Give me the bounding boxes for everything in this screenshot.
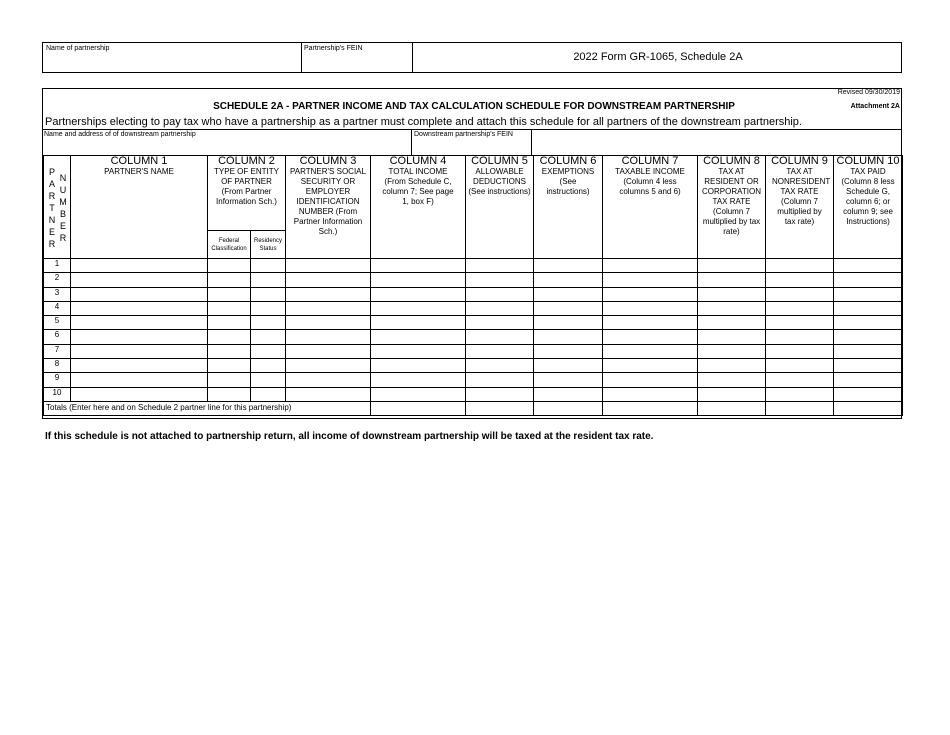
entry-cell[interactable] bbox=[286, 359, 371, 373]
entry-cell[interactable] bbox=[766, 344, 834, 358]
entry-cell[interactable] bbox=[466, 373, 534, 387]
col7-header bbox=[603, 156, 698, 259]
entry-cell[interactable] bbox=[534, 373, 603, 387]
entry-cell[interactable] bbox=[698, 330, 766, 344]
col9-desc: TAX AT NONRESIDENT TAX RATE (Column 7 multiplied by tax rate) bbox=[772, 167, 831, 226]
entry-cell[interactable] bbox=[603, 301, 698, 315]
entry-cell[interactable] bbox=[766, 273, 834, 287]
partner-table bbox=[43, 155, 903, 416]
table-row bbox=[44, 344, 903, 358]
col10-title: COLUMN 10 bbox=[836, 155, 900, 167]
letter: N bbox=[48, 215, 56, 225]
letter: R bbox=[59, 233, 67, 243]
letter: P bbox=[48, 167, 55, 177]
entry-cell[interactable] bbox=[534, 287, 603, 301]
letter: T bbox=[49, 203, 55, 213]
entry-cell[interactable] bbox=[698, 387, 766, 401]
entry-cell[interactable] bbox=[603, 359, 698, 373]
col8-desc: TAX AT RESIDENT OR CORPORATION TAX RATE (Column 7 multiplied by tax rate) bbox=[702, 167, 761, 236]
col9-header bbox=[766, 156, 834, 259]
entry-cell[interactable] bbox=[698, 259, 766, 273]
entry-cell[interactable] bbox=[208, 301, 251, 315]
entry-cell[interactable] bbox=[371, 344, 466, 358]
entry-cell[interactable] bbox=[71, 287, 208, 301]
entry-cell[interactable] bbox=[766, 387, 834, 401]
entry-cell[interactable] bbox=[371, 273, 466, 287]
entry-cell[interactable] bbox=[286, 330, 371, 344]
entry-cell[interactable] bbox=[208, 287, 251, 301]
totals-cell[interactable] bbox=[698, 401, 766, 415]
entry-cell[interactable] bbox=[834, 316, 903, 330]
entry-cell[interactable] bbox=[534, 259, 603, 273]
entry-cell[interactable] bbox=[534, 301, 603, 315]
letter: U bbox=[59, 185, 67, 195]
col5-header bbox=[466, 156, 534, 259]
table-row bbox=[44, 316, 903, 330]
row-number: 7 bbox=[44, 344, 71, 358]
entry-cell[interactable] bbox=[834, 359, 903, 373]
entry-cell[interactable] bbox=[766, 359, 834, 373]
entry-cell[interactable] bbox=[251, 273, 286, 287]
schedule-instruction: Partnerships electing to pay tax who have a partnership as a partner must complete and attach this schedule for all partners of the downstream partnership. bbox=[45, 116, 802, 128]
entry-cell[interactable] bbox=[466, 359, 534, 373]
attachment-label: Attachment 2A bbox=[850, 103, 900, 110]
entry-cell[interactable] bbox=[603, 330, 698, 344]
row-number: 8 bbox=[44, 359, 71, 373]
entry-cell[interactable] bbox=[698, 316, 766, 330]
entry-cell[interactable] bbox=[834, 273, 903, 287]
footer-note: If this schedule is not attached to partnership return, all income of downstream partnership will be taxed at the resident tax rate. bbox=[45, 431, 654, 442]
entry-cell[interactable] bbox=[71, 373, 208, 387]
entry-cell[interactable] bbox=[251, 359, 286, 373]
entry-cell[interactable] bbox=[371, 330, 466, 344]
entry-cell[interactable] bbox=[466, 287, 534, 301]
letter: E bbox=[48, 227, 55, 237]
entry-cell[interactable] bbox=[466, 387, 534, 401]
table-row bbox=[44, 287, 903, 301]
entry-cell[interactable] bbox=[603, 344, 698, 358]
partnership-fein-cell[interactable] bbox=[302, 43, 413, 72]
entry-cell[interactable] bbox=[534, 387, 603, 401]
entry-cell[interactable] bbox=[251, 316, 286, 330]
partnership-fein-label: Partnership's FEIN bbox=[304, 45, 363, 52]
letter: M bbox=[59, 197, 67, 207]
form-title: 2022 Form GR-1065, Schedule 2A bbox=[573, 51, 743, 63]
entry-cell[interactable] bbox=[466, 344, 534, 358]
partner-letters bbox=[47, 166, 57, 250]
col4-header bbox=[371, 156, 466, 259]
number-letters bbox=[58, 172, 68, 244]
col4-desc: TOTAL INCOME (From Schedule C, column 7; See page 1, box F) bbox=[382, 167, 454, 206]
entry-cell[interactable] bbox=[834, 387, 903, 401]
col2-header bbox=[208, 156, 286, 231]
entry-cell[interactable] bbox=[834, 330, 903, 344]
entry-cell[interactable] bbox=[766, 301, 834, 315]
entry-cell[interactable] bbox=[834, 259, 903, 273]
totals-cell[interactable] bbox=[834, 401, 903, 415]
entry-cell[interactable] bbox=[286, 287, 371, 301]
entry-cell[interactable] bbox=[766, 259, 834, 273]
col3-header bbox=[286, 156, 371, 259]
downstream-name-label: Name and address of of downstream partnership bbox=[44, 131, 196, 138]
entry-cell[interactable] bbox=[466, 273, 534, 287]
entry-cell[interactable] bbox=[534, 359, 603, 373]
letter: R bbox=[48, 239, 56, 249]
entry-cell[interactable] bbox=[71, 273, 208, 287]
col4-title: COLUMN 4 bbox=[389, 155, 447, 167]
federal-classification-label: Federal Classification bbox=[211, 238, 247, 252]
entry-cell[interactable] bbox=[766, 330, 834, 344]
letter: A bbox=[48, 179, 55, 189]
col10-desc: TAX PAID (Column 8 less Schedule G, column 6; or column 9; see Instructions) bbox=[841, 167, 895, 226]
entry-cell[interactable] bbox=[371, 287, 466, 301]
entry-cell[interactable] bbox=[286, 387, 371, 401]
entry-cell[interactable] bbox=[371, 387, 466, 401]
entry-cell[interactable] bbox=[466, 330, 534, 344]
col2-desc: TYPE OF ENTITY OF PARTNER (From Partner Information Sch.) bbox=[214, 167, 279, 206]
row-number: 5 bbox=[44, 316, 71, 330]
table-row bbox=[44, 359, 903, 373]
entry-cell[interactable] bbox=[534, 273, 603, 287]
entry-cell[interactable] bbox=[698, 273, 766, 287]
entry-cell[interactable] bbox=[534, 344, 603, 358]
totals-cell[interactable] bbox=[534, 401, 603, 415]
entry-cell[interactable] bbox=[371, 301, 466, 315]
table-row bbox=[44, 259, 903, 273]
row-number: 4 bbox=[44, 301, 71, 315]
downstream-fein-cell[interactable] bbox=[412, 130, 532, 155]
entry-cell[interactable] bbox=[71, 330, 208, 344]
entry-cell[interactable] bbox=[251, 287, 286, 301]
col6-desc: EXEMPTIONS (See instructions) bbox=[541, 167, 595, 196]
col2-sub-federal bbox=[208, 231, 251, 259]
entry-cell[interactable] bbox=[371, 359, 466, 373]
entry-cell[interactable] bbox=[698, 301, 766, 315]
col3-desc: PARTNER'S SOCIAL SECURITY OR EMPLOYER IDENTIFICATION NUMBER (From Partner Information Sch.) bbox=[290, 167, 366, 236]
schedule-title: SCHEDULE 2A - PARTNER INCOME AND TAX CALCULATION SCHEDULE FOR DOWNSTREAM PARTNERSHIP bbox=[213, 101, 735, 112]
col3-title: COLUMN 3 bbox=[299, 155, 357, 167]
entry-cell[interactable] bbox=[71, 387, 208, 401]
entry-cell[interactable] bbox=[251, 387, 286, 401]
downstream-name-cell[interactable] bbox=[43, 130, 412, 155]
row-number: 6 bbox=[44, 330, 71, 344]
entry-cell[interactable] bbox=[466, 259, 534, 273]
entry-cell[interactable] bbox=[371, 316, 466, 330]
row-number: 10 bbox=[44, 387, 71, 401]
letter: B bbox=[59, 209, 66, 219]
entry-cell[interactable] bbox=[466, 301, 534, 315]
col6-header bbox=[534, 156, 603, 259]
name-of-partnership-cell[interactable] bbox=[43, 43, 302, 72]
totals-cell[interactable] bbox=[603, 401, 698, 415]
row-number: 3 bbox=[44, 287, 71, 301]
entry-cell[interactable] bbox=[534, 330, 603, 344]
table-row bbox=[44, 373, 903, 387]
letter: R bbox=[48, 191, 56, 201]
entry-cell[interactable] bbox=[603, 287, 698, 301]
totals-cell[interactable] bbox=[466, 401, 534, 415]
residency-status-label: Residency Status bbox=[253, 238, 282, 252]
entry-cell[interactable] bbox=[286, 301, 371, 315]
entry-cell[interactable] bbox=[534, 316, 603, 330]
entry-cell[interactable] bbox=[208, 259, 251, 273]
totals-text: Totals (Enter here and on Schedule 2 partner line for this partnership) bbox=[46, 403, 292, 413]
entry-cell[interactable] bbox=[834, 373, 903, 387]
totals-cell[interactable] bbox=[766, 401, 834, 415]
table-row bbox=[44, 273, 903, 287]
col7-desc: TAXABLE INCOME (Column 4 less columns 5 and 6) bbox=[615, 167, 685, 196]
letter: E bbox=[59, 221, 66, 231]
entry-cell[interactable] bbox=[251, 301, 286, 315]
entry-cell[interactable] bbox=[603, 373, 698, 387]
entry-cell[interactable] bbox=[71, 301, 208, 315]
entry-cell[interactable] bbox=[603, 259, 698, 273]
entry-cell[interactable] bbox=[603, 387, 698, 401]
col10-header bbox=[834, 156, 903, 259]
entry-cell[interactable] bbox=[208, 359, 251, 373]
partner-number-header bbox=[44, 156, 71, 259]
entry-cell[interactable] bbox=[834, 287, 903, 301]
col1-desc: PARTNER'S NAME bbox=[104, 167, 174, 176]
entry-cell[interactable] bbox=[208, 330, 251, 344]
entry-cell[interactable] bbox=[251, 259, 286, 273]
entry-cell[interactable] bbox=[71, 359, 208, 373]
entry-cell[interactable] bbox=[286, 273, 371, 287]
entry-cell[interactable] bbox=[286, 373, 371, 387]
row-number: 1 bbox=[44, 259, 71, 273]
entry-cell[interactable] bbox=[698, 287, 766, 301]
entry-cell[interactable] bbox=[698, 359, 766, 373]
row-number: 2 bbox=[44, 273, 71, 287]
letter: N bbox=[59, 173, 67, 183]
totals-cell[interactable] bbox=[371, 401, 466, 415]
entry-cell[interactable] bbox=[208, 273, 251, 287]
entry-cell[interactable] bbox=[251, 330, 286, 344]
entry-cell[interactable] bbox=[208, 387, 251, 401]
entry-cell[interactable] bbox=[371, 373, 466, 387]
col2-title: COLUMN 2 bbox=[218, 155, 275, 167]
entry-cell[interactable] bbox=[766, 373, 834, 387]
entry-cell[interactable] bbox=[286, 316, 371, 330]
name-of-partnership-label: Name of partnership bbox=[46, 45, 110, 52]
col1-header bbox=[71, 156, 208, 259]
entry-cell[interactable] bbox=[71, 344, 208, 358]
col5-desc: ALLOWABLE DEDUCTIONS (See instructions) bbox=[468, 167, 531, 196]
row-number: 9 bbox=[44, 373, 71, 387]
col8-title: COLUMN 8 bbox=[703, 155, 760, 167]
partner-rows bbox=[44, 259, 903, 402]
col8-header bbox=[698, 156, 766, 259]
revised-date: Revised 09/30/2019 bbox=[837, 89, 900, 96]
col9-title: COLUMN 9 bbox=[771, 155, 828, 167]
entry-cell[interactable] bbox=[286, 259, 371, 273]
partnership-header-box bbox=[42, 42, 902, 73]
downstream-fein-label: Downstream partnership's FEIN bbox=[414, 131, 513, 138]
entry-cell[interactable] bbox=[766, 316, 834, 330]
downstream-row bbox=[43, 129, 902, 156]
col7-title: COLUMN 7 bbox=[621, 155, 679, 167]
entry-cell[interactable] bbox=[71, 259, 208, 273]
table-row bbox=[44, 330, 903, 344]
entry-cell[interactable] bbox=[834, 344, 903, 358]
entry-cell[interactable] bbox=[603, 316, 698, 330]
col5-title: COLUMN 5 bbox=[471, 155, 528, 167]
entry-cell[interactable] bbox=[208, 373, 251, 387]
entry-cell[interactable] bbox=[71, 316, 208, 330]
entry-cell[interactable] bbox=[208, 344, 251, 358]
table-row bbox=[44, 301, 903, 315]
entry-cell[interactable] bbox=[371, 259, 466, 273]
entry-cell[interactable] bbox=[698, 344, 766, 358]
entry-cell[interactable] bbox=[466, 316, 534, 330]
entry-cell[interactable] bbox=[208, 316, 251, 330]
entry-cell[interactable] bbox=[698, 373, 766, 387]
entry-cell[interactable] bbox=[603, 273, 698, 287]
col1-title: COLUMN 1 bbox=[110, 155, 168, 167]
entry-cell[interactable] bbox=[834, 301, 903, 315]
table-row bbox=[44, 387, 903, 401]
entry-cell[interactable] bbox=[251, 373, 286, 387]
col6-title: COLUMN 6 bbox=[539, 155, 597, 167]
entry-cell[interactable] bbox=[251, 344, 286, 358]
col2-sub-residency bbox=[251, 231, 286, 259]
entry-cell[interactable] bbox=[286, 344, 371, 358]
totals-label bbox=[44, 401, 371, 415]
entry-cell[interactable] bbox=[766, 287, 834, 301]
